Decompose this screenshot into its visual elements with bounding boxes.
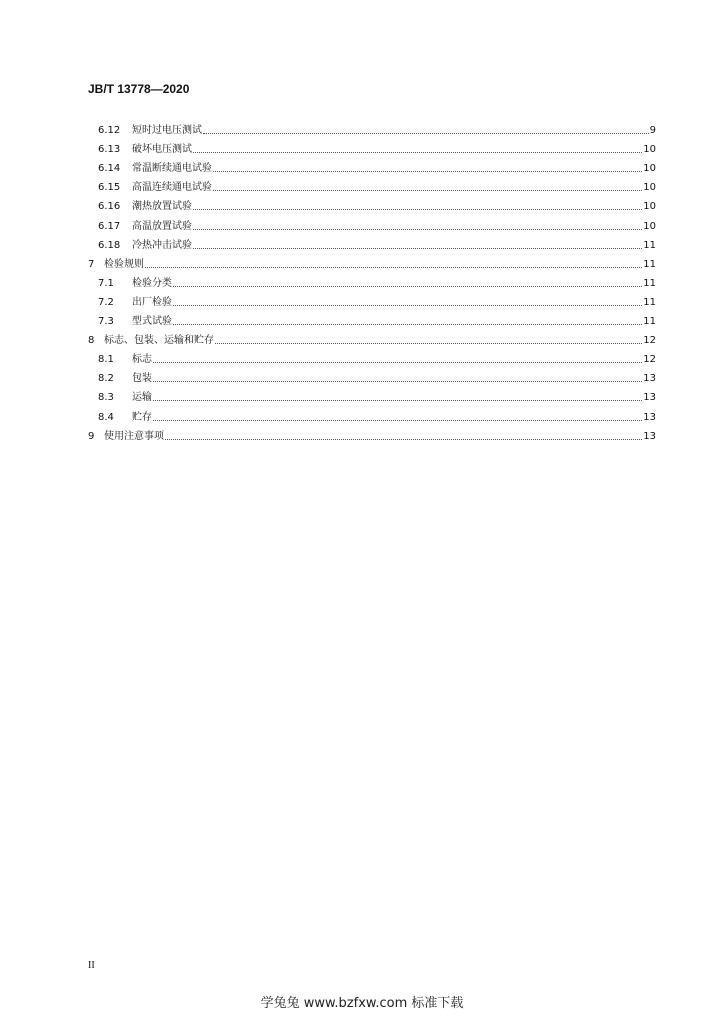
toc-entry[interactable] (88, 213, 656, 232)
toc-leader-dots (153, 361, 642, 363)
toc-leader-dots (193, 247, 642, 249)
toc-entry[interactable] (88, 404, 656, 423)
toc-leader-dots (153, 419, 642, 421)
toc-leader-dots (213, 170, 642, 172)
toc-entry-page: 13 (643, 392, 656, 404)
toc-entry[interactable] (88, 385, 656, 404)
toc-entry-number: 6.14 (98, 163, 121, 175)
toc-entry-number: 6.15 (98, 182, 121, 194)
toc-entry-title: 出厂检验 (132, 296, 172, 308)
toc-leader-dots (173, 304, 642, 306)
toc-leader-dots (213, 189, 642, 191)
toc-entry-number: 8.3 (98, 392, 114, 404)
toc-entry[interactable] (88, 309, 656, 328)
toc-entry-page: 11 (643, 316, 656, 328)
toc-entry[interactable] (88, 424, 656, 443)
toc-entry-page: 12 (643, 335, 656, 347)
toc-entry-number: 6.18 (98, 239, 121, 251)
toc-leader-dots (215, 342, 642, 344)
toc-entry-page: 9 (649, 125, 656, 137)
toc-entry-title: 冷热冲击试验 (132, 239, 192, 251)
toc-entry-title: 运输 (132, 392, 152, 404)
toc-entry-number: 8 (88, 335, 95, 347)
toc-entry-number: 7.2 (98, 296, 114, 308)
toc-leader-dots (153, 399, 642, 401)
toc-entry-title: 高温连续通电试验 (132, 182, 212, 194)
toc-entry-title: 标志 (132, 354, 152, 366)
toc-entry-page: 10 (643, 144, 656, 156)
toc-entry[interactable] (88, 347, 656, 366)
toc-entry-page: 10 (643, 163, 656, 175)
toc-entry-title: 检验分类 (132, 277, 172, 289)
toc-entry-title: 使用注意事项 (104, 430, 164, 442)
toc-entry-title: 包装 (132, 373, 152, 385)
toc-leader-dots (145, 266, 642, 268)
footer-watermark: 学兔兔 www.bzfxw.com 标准下载 (260, 996, 464, 1011)
toc-entry[interactable] (88, 137, 656, 156)
toc-entry-number: 7.1 (98, 277, 114, 289)
toc-leader-dots (173, 323, 642, 325)
toc-entry-number: 8.4 (98, 411, 114, 423)
toc-entry-page: 10 (643, 201, 656, 213)
toc-entry-page: 11 (643, 258, 656, 270)
toc-leader-dots (203, 132, 649, 134)
toc-entry-title: 常温断续通电试验 (132, 163, 212, 175)
toc-entry-title: 高温放置试验 (132, 220, 192, 232)
toc-entry[interactable] (88, 271, 656, 290)
page-number: II (88, 960, 95, 971)
toc-entry-page: 12 (643, 354, 656, 366)
toc-entry-page: 13 (643, 430, 656, 442)
toc-entry-number: 6.13 (98, 144, 121, 156)
toc-entry-title: 检验规则 (104, 258, 144, 270)
toc-entry-number: 7 (88, 258, 95, 270)
toc-entry[interactable] (88, 194, 656, 213)
toc-entry-title: 贮存 (132, 411, 152, 423)
toc-entry[interactable] (88, 233, 656, 252)
toc-entry-page: 13 (643, 411, 656, 423)
toc-entry-page: 10 (643, 220, 656, 232)
toc-entry[interactable] (88, 366, 656, 385)
toc-leader-dots (193, 151, 642, 153)
toc-leader-dots (193, 208, 642, 210)
toc-leader-dots (165, 438, 642, 440)
toc-entry-number: 9 (88, 430, 95, 442)
table-of-contents (88, 118, 656, 443)
toc-entry-page: 10 (643, 182, 656, 194)
toc-entry-number: 8.2 (98, 373, 114, 385)
toc-entry[interactable] (88, 290, 656, 309)
toc-leader-dots (193, 228, 642, 230)
toc-entry-page: 11 (643, 296, 656, 308)
toc-entry-title: 潮热放置试验 (132, 201, 192, 213)
toc-entry-title: 破坏电压测试 (132, 144, 192, 156)
toc-entry-page: 11 (643, 277, 656, 289)
toc-entry[interactable] (88, 175, 656, 194)
toc-entry-number: 6.17 (98, 220, 121, 232)
toc-entry-page: 13 (643, 373, 656, 385)
toc-entry[interactable] (88, 328, 656, 347)
toc-leader-dots (173, 285, 642, 287)
document-code: JB/T 13778—2020 (88, 82, 190, 96)
toc-entry-title: 型式试验 (132, 316, 172, 328)
toc-leader-dots (153, 380, 642, 382)
toc-entry[interactable] (88, 156, 656, 175)
toc-entry-number: 7.3 (98, 316, 114, 328)
toc-entry-number: 6.12 (98, 125, 121, 137)
toc-entry-page: 11 (643, 239, 656, 251)
toc-entry[interactable] (88, 118, 656, 137)
toc-entry-title: 标志、包装、运输和贮存 (104, 335, 214, 347)
toc-entry[interactable] (88, 252, 656, 271)
toc-entry-title: 短时过电压测试 (132, 125, 202, 137)
toc-entry-number: 6.16 (98, 201, 121, 213)
toc-entry-number: 8.1 (98, 354, 114, 366)
